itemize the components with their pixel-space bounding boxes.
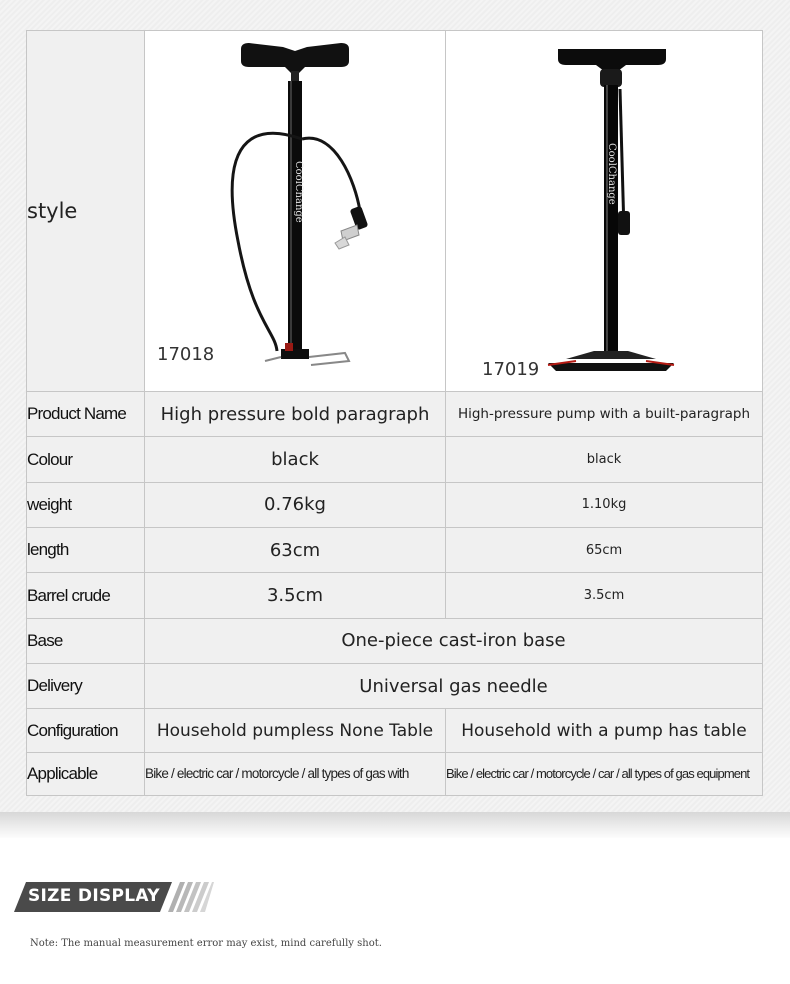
- length-17019: 65cm: [446, 528, 763, 573]
- model-number-17018: 17018: [157, 344, 215, 365]
- style-label: style: [27, 31, 145, 392]
- spec-row-product-name: [27, 392, 763, 437]
- floor-pump-with-hose-icon: [145, 31, 446, 392]
- row-label-delivery: Delivery: [27, 664, 145, 709]
- product-name-17018: High pressure bold paragraph: [145, 392, 446, 437]
- length-17018: 63cm: [145, 528, 446, 573]
- svg-text:CoolChange: CoolChange: [606, 143, 617, 205]
- section-divider: [0, 812, 790, 840]
- floor-pump-with-gauge-icon: [446, 31, 763, 392]
- colour-17018: black: [145, 437, 446, 482]
- product-photo-17019: [446, 31, 763, 392]
- row-label-base: Base: [27, 618, 145, 663]
- colour-17019: black: [446, 437, 763, 482]
- spec-row-delivery: [27, 664, 763, 709]
- applicable-17019: Bike / electric car / motorcycle / car / all types of gas equipment: [446, 752, 763, 795]
- weight-17019: 1.10kg: [446, 482, 763, 527]
- spec-row-colour: [27, 437, 763, 482]
- delivery-value: Universal gas needle: [145, 664, 763, 709]
- spec-row-barrel-crude: [27, 573, 763, 618]
- measurement-note: Note: The manual measurement error may exist, mind carefully shot.: [30, 938, 382, 949]
- spec-row-length: [27, 528, 763, 573]
- svg-text:CoolChange: CoolChange: [293, 161, 304, 223]
- spec-row-configuration: [27, 709, 763, 752]
- weight-17018: 0.76kg: [145, 482, 446, 527]
- model-number-17019: 17019: [482, 359, 540, 380]
- base-value: One-piece cast-iron base: [145, 618, 763, 663]
- row-label-weight: weight: [27, 482, 145, 527]
- row-label-length: length: [27, 528, 145, 573]
- row-label-applicable: Applicable: [27, 752, 145, 795]
- style-row: [27, 31, 763, 392]
- product-name-17019: High-pressure pump with a built-paragraph: [446, 392, 763, 437]
- row-label-colour: Colour: [27, 437, 145, 482]
- row-label-barrel-crude: Barrel crude: [27, 573, 145, 618]
- row-label-product-name: Product Name: [27, 392, 145, 437]
- barrel-crude-17019: 3.5cm: [446, 573, 763, 618]
- row-label-configuration: Configuration: [27, 709, 145, 752]
- section-title: SIZE DISPLAY: [28, 886, 160, 906]
- spec-row-applicable: [27, 752, 763, 795]
- spec-table: [26, 30, 763, 796]
- barrel-crude-17018: 3.5cm: [145, 573, 446, 618]
- configuration-17018: Household pumpless None Table: [145, 709, 446, 752]
- configuration-17019: Household with a pump has table: [446, 709, 763, 752]
- spec-row-weight: [27, 482, 763, 527]
- product-photo-17018: [145, 31, 446, 392]
- spec-row-base: [27, 618, 763, 663]
- applicable-17018: Bike / electric car / motorcycle / all types of gas with: [145, 752, 446, 795]
